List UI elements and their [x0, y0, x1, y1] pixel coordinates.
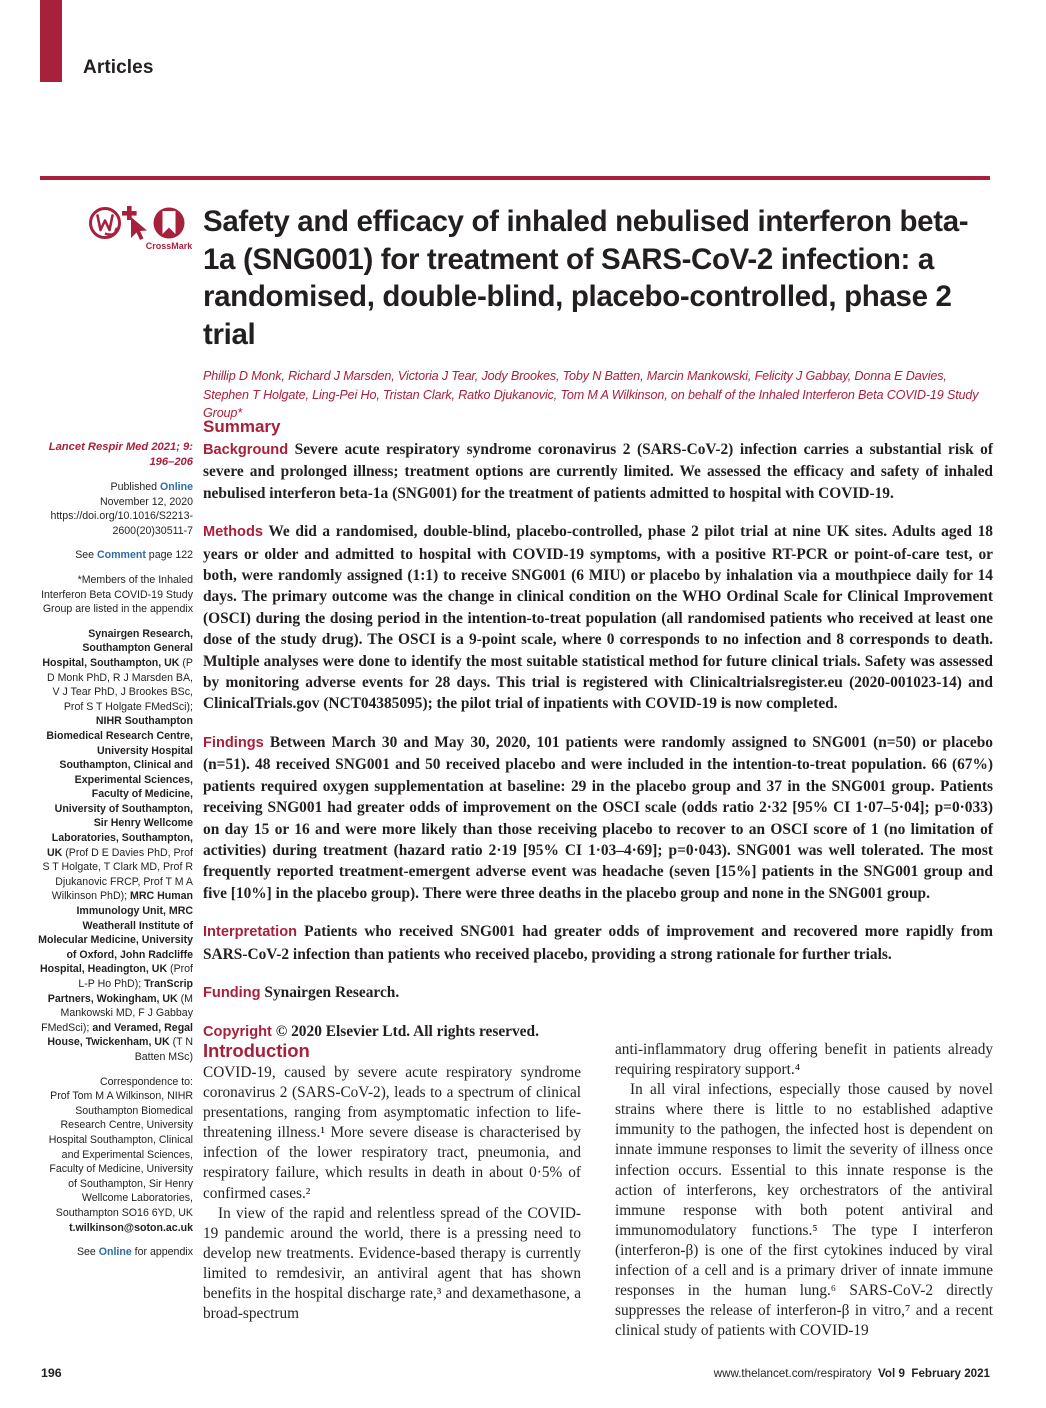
correspondence-block — [38, 1075, 193, 1236]
summary-background-text: Severe acute respiratory syndrome coronavirus 2 (SARS-CoV-2) infection carries a substantial risk of severe and prolonged illness; treatment options are currently limited. We assessed the efficacy and safety of inhaled nebulised interferon beta-1a (SNG001) for the treatment of patients admitted to hospital with COVID-19. — [203, 441, 993, 502]
summary-findings-text: Between March 30 and May 30, 2020, 101 patients were randomly assigned to SNG001 (n=50) or placebo (n=51). 48 received SNG001 and 50 received placebo and were included in the intention-to-treat population. 66 (67%) patients required oxygen supplementation at baseline: 29 in the placebo group and 37 in the SNG001 group. Patients receiving SNG001 had greater odds of improvement on the OSCI scale (odds ratio 2·32 [95% CI 1·07–5·04]; p=0·033) on day 15 or 16 and were more likely than those receiving placebo to recover to an OSCI score of 1 (no limitation of activities) during treatment (hazard ratio 2·19 [95% CI 1·03–4·69]; p=0·043). SNG001 was well tolerated. The most frequently reported treatment-emergent adverse event was headache (seven [15%] patients in the SNG001 group and five [10%] in the placebo group). There were three deaths in the placebo group and none in the SNG001 group. — [203, 733, 993, 902]
introduction-section — [203, 1040, 993, 1370]
affiliation-nihr-authors: (Prof D E Davies PhD, Prof S T Holgate, T Clark MD, Prof R Djukanovic FRCP, Prof T M A Wilkinson PhD); — [42, 846, 193, 903]
affiliation-transcrip: TranScrip Partners, Wokingham, UK — [47, 978, 193, 1005]
online-appendix-link[interactable]: Online — [98, 1246, 132, 1259]
footer-volume: Vol 9 — [878, 1367, 905, 1380]
see-comment-prefix: See — [75, 549, 97, 562]
summary-section — [203, 417, 993, 1044]
affiliation-transcrip-authors: (M Mankowski MD, F J Gabbay FMedSci); — [41, 992, 193, 1034]
crossmark-caption: CrossMark — [145, 241, 192, 251]
summary-findings-lead: Findings — [203, 734, 264, 751]
summary-heading: Summary — [203, 417, 281, 436]
see-comment-note — [38, 548, 193, 563]
intro-paragraph-1: COVID-19, caused by severe acute respiratory syndrome coronavirus 2 (SARS-CoV-2), leads to a spectrum of clinical presentations, ranging from asymptomatic infection to life-threatening illness.¹ More severe disease is characterised by infection of the lower respiratory tract, pneumonia, and respiratory failure, which results in death in about 0·5% of confirmed cases.² — [203, 1064, 581, 1202]
introduction-heading: Introduction — [203, 1040, 310, 1061]
summary-background-lead: Background — [203, 442, 289, 458]
footer-source-line — [714, 1367, 990, 1380]
summary-copyright-text: © 2020 Elsevier Ltd. All rights reserved. — [271, 1023, 539, 1041]
crossmark-bookmark-circle-icon — [154, 208, 185, 239]
margin-info-column — [38, 440, 193, 1270]
summary-background — [203, 439, 993, 504]
running-head — [0, 0, 1046, 100]
see-online-appendix-note — [38, 1245, 193, 1260]
doi-link[interactable]: https://doi.org/10.1016/S2213-2600(20)30511-7 — [50, 510, 193, 537]
summary-methods — [203, 521, 993, 715]
published-online-link[interactable]: Online — [160, 481, 193, 493]
page-number: 196 — [41, 1366, 62, 1380]
affiliations — [38, 627, 193, 1065]
affiliation-mrc: MRC Human Immunology Unit, MRC Weatherall Institute of Molecular Medicine, University of Oxford, John Radcliffe Hospital, Headington, UK — [38, 890, 193, 976]
author-list: Phillip D Monk, Richard J Marsden, Victoria J Tear, Jody Brookes, Toby N Batten, Marcin Mankowski, Felicity J Gabbay, Donna E Davies, Stephen T Holgate, Ling-Pei Ho, Tristan Clark, Ratko Djukanovic, Tom M A Wilkinson, on behalf of the Inhaled Interferon Beta COVID-19 Study Group* — [203, 369, 979, 420]
affiliation-veramed: and Veramed, Regal House, Twickenham, UK — [47, 1021, 193, 1049]
crossmark-plus-icon — [122, 206, 137, 220]
summary-funding-text: Synairgen Research. — [260, 983, 400, 1001]
summary-funding — [203, 982, 993, 1004]
publication-info — [38, 480, 193, 538]
correspondence-address: Prof Tom M A Wilkinson, NIHR Southampton Biomedical Research Centre, University Hospital Southampton, Clinical and Experimental Sciences, Faculty of Medicine, University of Southampton, Sir Henry Wellcome Laboratories, Southampton SO16 6YD, UK — [48, 1090, 193, 1219]
published-date: November 12, 2020 — [99, 495, 193, 508]
study-group-footnote: *Members of the Inhaled Interferon Beta COVID-19 Study Group are listed in the appendix — [41, 573, 193, 616]
affiliation-synairgen: Synairgen Research, Southampton General Hospital, Southampton, UK — [42, 627, 193, 669]
affiliation-nihr: NIHR Southampton Biomedical Research Centre, University Hospital Southampton, Clinical and Experimental Sciences, Faculty of Medicine, University of Southampton, Sir Henry Wellcome Laboratories, Southampton, UK — [46, 715, 193, 859]
summary-interpretation-text: Patients who received SNG001 had greater odds of improvement and recovered more rapidly from SARS-CoV-2 infection than patients who received placebo, providing a strong rationale for further trials. — [203, 923, 993, 963]
affiliation-synairgen-authors: (P D Monk PhD, R J Marsden BA, V J Tear PhD, J Brookes BSc, Prof S T Holgate FMedSci); — [46, 656, 193, 713]
affiliation-veramed-authors: (T N Batten MSc) — [134, 1036, 193, 1063]
page-title: Safety and efficacy of inhaled nebulised interferon beta-1a (SNG001) for treatment of SARS-CoV-2 infection: a randomised, double-blind, placebo-controlled, phase 2 trial — [203, 205, 969, 351]
summary-funding-lead: Funding — [203, 984, 261, 1001]
affiliation-mrc-authors: (Prof L-P Ho PhD); — [78, 963, 193, 990]
see-comment-suffix: page 122 — [145, 549, 193, 562]
correspondence-label: Correspondence to: — [99, 1075, 193, 1088]
see-online-prefix: See — [76, 1246, 99, 1259]
body-column-left — [203, 1040, 581, 1324]
summary-copyright-lead: Copyright — [203, 1024, 272, 1041]
intro-paragraph-2: In view of the rapid and relentless spread of the COVID-19 pandemic around the world, there is a pressing need to develop new treatments. Evidence-based therapy is currently limited to remdesivir, an antiviral agent that has shown benefits in the hospital discharge rate,³ and dexamethasone, a broad-spectrum — [203, 1204, 581, 1323]
journal-citation: Lancet Respir Med 2021; 9: 196–206 — [48, 441, 193, 468]
crossmark-w-circle-icon — [91, 209, 120, 238]
comment-link[interactable]: Comment — [97, 549, 146, 562]
summary-methods-lead: Methods — [203, 524, 263, 541]
summary-findings — [203, 732, 993, 904]
intro-paragraph-3: In all viral infections, especially those caused by novel strains where there is little to no established adaptive immunity to the pathogen, the infected host is dependent on innate immune responses to limit the severity of illness once infection occurs. Essential to this innate response is the action of interferons, key orchestrators of the antiviral immune response with both potent antiviral and immunomodulatory functions.⁵ The type I interferon (interferon-β) is one of the first cytokines induced by viral infection of a cell and is a primary driver of innate immune responses in the human lung.⁶ SARS-CoV-2 directly suppresses the release of interferon-β in vitro,⁷ and a recent clinical study of patients with COVID-19 — [615, 1081, 993, 1340]
summary-interpretation-lead: Interpretation — [203, 924, 298, 941]
see-online-suffix: for appendix — [131, 1246, 193, 1259]
running-head-accent-bar — [40, 0, 62, 82]
crossmark-cursor-icon — [131, 217, 147, 240]
published-label: Published — [110, 481, 158, 493]
body-column-right — [615, 1040, 993, 1341]
page-footer — [0, 1366, 1046, 1390]
running-head-label: Articles — [83, 57, 154, 78]
crossmark-badge[interactable] — [86, 202, 192, 260]
intro-paragraph-2-continued: anti-inflammatory drug offering benefit in patients already requiring respiratory support.⁴ — [615, 1041, 993, 1079]
header-divider-rule — [40, 176, 990, 180]
footer-url[interactable]: www.thelancet.com/respiratory — [713, 1367, 872, 1380]
summary-methods-text: We did a randomised, double-blind, placebo-controlled, phase 2 pilot trial at nine UK sites. Adults aged 18 years or older and admitted to hospital with COVID-19 symptoms, with a positive RT-PCR or point-of-care test, or both, were randomly assigned (1:1) to receive SNG001 (6 MIU) or placebo by inhalation via a mouthpiece daily for 14 days. The primary outcome was the change in clinical condition on the WHO Ordinal Scale for Clinical Improvement (OSCI) during the dosing period in the intention-to-treat population (all randomised patients who received at least one dose of the study drug). The OSCI is a 9-point scale, where 0 corresponds to no infection and 8 corresponds to death. Multiple analyses were done to identify the most suitable statistical method for future clinical trials. Safety was assessed by monitoring adverse events for 28 days. This trial is registered with Clinicaltrialsregister.eu (2020-001023-14) and ClinicalTrials.gov (NCT04385095); the pilot trial of inpatients with COVID-19 is now completed. — [203, 523, 993, 713]
correspondence-email[interactable]: t.wilkinson@soton.ac.uk — [69, 1221, 193, 1234]
title-block — [203, 203, 993, 423]
summary-interpretation — [203, 921, 993, 965]
footer-issue-date: February 2021 — [911, 1367, 990, 1380]
